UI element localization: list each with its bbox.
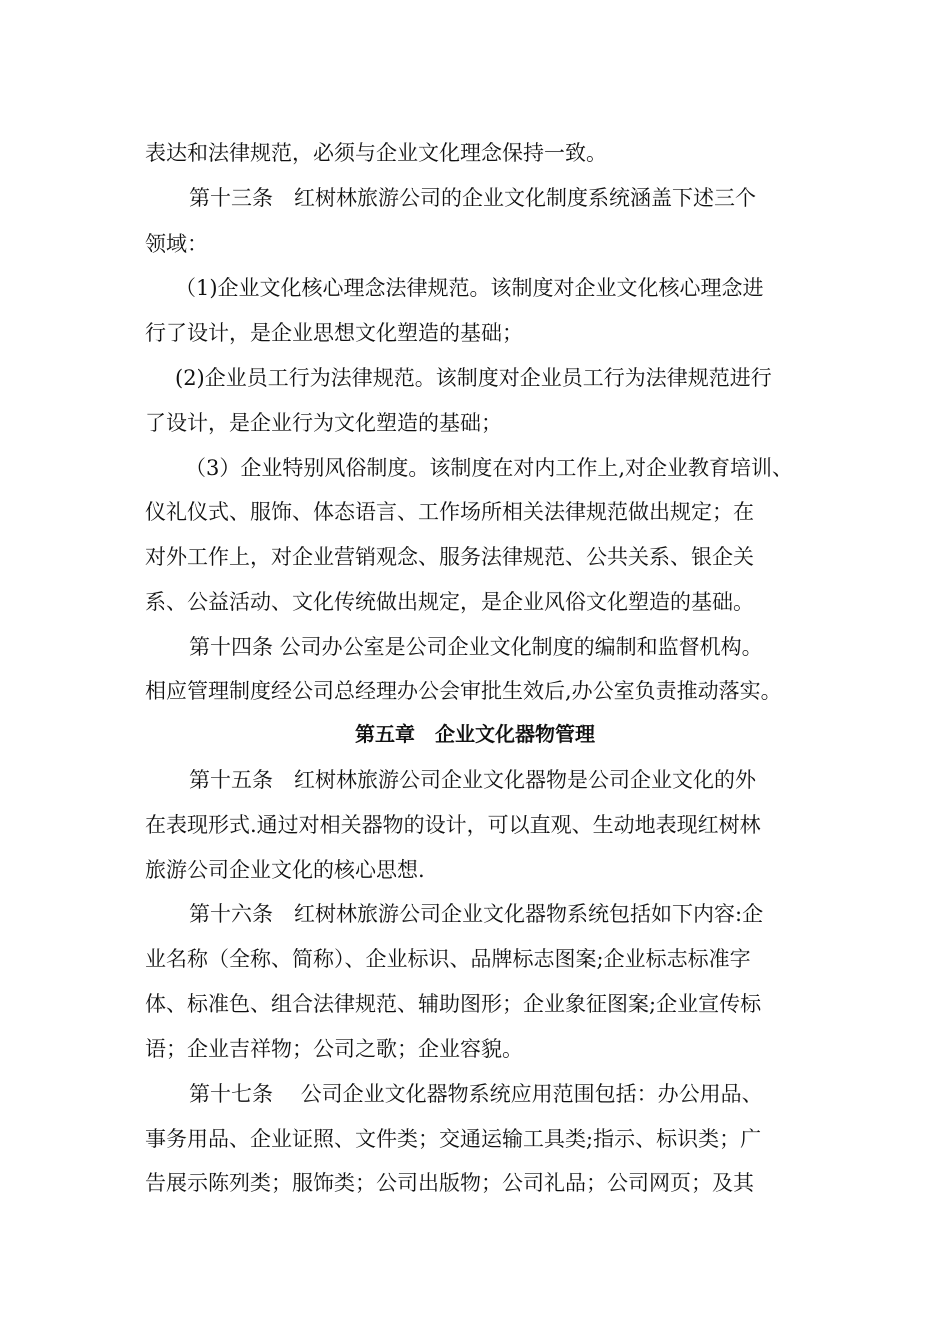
- list-item-2-line: (2)企业员工行为法律规范。该制度对企业员工行为法律规范进行: [175, 366, 772, 390]
- text-line: 行了设计，是企业思想文化塑造的基础；: [145, 321, 523, 345]
- text-line: 了设计，是企业行为文化塑造的基础；: [145, 411, 502, 435]
- text-line: 业名称（全称、简称）、企业标识、品牌标志图案;企业标志标准字: [145, 947, 751, 971]
- article-16-line: 第十六条 红树林旅游公司企业文化器物系统包括如下内容:企: [189, 902, 764, 926]
- chapter-heading: 第五章 企业文化器物管理: [355, 722, 595, 746]
- text-line: 领域：: [145, 232, 208, 256]
- text-line: 告展示陈列类；服饰类；公司出版物；公司礼品；公司网页；及其: [145, 1171, 754, 1195]
- text-line: 事务用品、企业证照、文件类；交通运输工具类;指示、标识类；广: [145, 1127, 762, 1151]
- list-item-3-line: （3）企业特别风俗制度。该制度在对内工作上,对企业教育培训、: [185, 456, 794, 480]
- text-line: 表达和法律规范，必须与企业文化理念保持一致。: [145, 141, 607, 165]
- text-line: 语；企业吉祥物；公司之歌；企业容貌。: [145, 1037, 523, 1061]
- list-item-1-line: （1)企业文化核心理念法律规范。该制度对企业文化核心理念进: [175, 276, 764, 300]
- text-line: 仪礼仪式、服饰、体态语言、工作场所相关法律规范做出规定；在: [145, 500, 754, 524]
- text-line: 体、标准色、组合法律规范、辅助图形；企业象征图案;企业宣传标: [145, 992, 762, 1016]
- text-line: 在表现形式.通过对相关器物的设计，可以直观、生动地表现红树林: [145, 813, 761, 837]
- text-line: 对外工作上，对企业营销观念、服务法律规范、公共关系、银企关: [145, 545, 754, 569]
- article-15-line: 第十五条 红树林旅游公司企业文化器物是公司企业文化的外: [189, 768, 756, 792]
- text-line: 相应管理制度经公司总经理办公会审批生效后,办公室负责推动落实。: [145, 679, 782, 703]
- article-14-line: 第十四条 公司办公室是公司企业文化制度的编制和监督机构。: [189, 635, 763, 659]
- text-line: 系、公益活动、文化传统做出规定，是企业风俗文化塑造的基础。: [145, 590, 754, 614]
- article-13-line: 第十三条 红树林旅游公司的企业文化制度系统涵盖下述三个: [189, 186, 756, 210]
- text-line: 旅游公司企业文化的核心思想.: [145, 858, 425, 882]
- article-17-line: 第十七条 公司企业文化器物系统应用范围包括：办公用品、: [189, 1082, 763, 1106]
